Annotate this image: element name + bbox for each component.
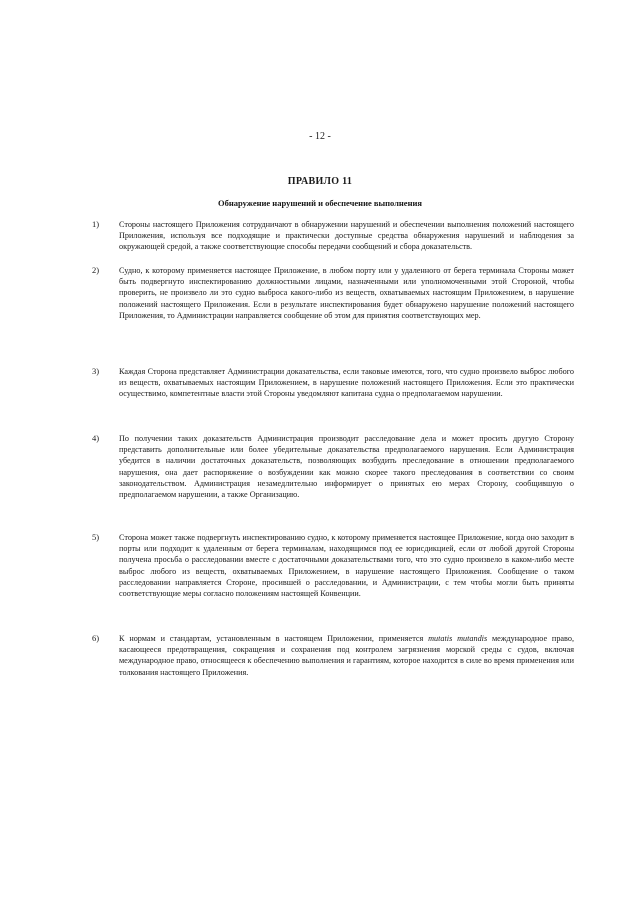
rule-title: ПРАВИЛО 11 xyxy=(287,176,353,187)
paragraph-text: Сторона может также подвергнуть инспектированию судно, к которому применяется настоящее Приложение, когда оно заходит в порты или подходит к удаленным от берега терминалам, находящимся под ее юрисдикцией, если от любой другой Стороны получена просьба о расследовании вместе с достаточными доказательствами того, что это судно произвело в каком-либо месте выброс любого из веществ, охватываемых Приложением, в нарушение настоящего Приложения. Сообщение о таком расследовании направляется Стороне, просившей о расследовании, и Администрации, с тем чтобы могли быть приняты соответствующие меры согласно положениям настоящей Конвенции. xyxy=(119,533,574,599)
paragraph-text: Стороны настоящего Приложения сотрудничают в обнаружении нарушений и обеспечении выполнения положений настоящего Приложения, используя все подходящие и практически доступные средства обнаружения нарушений и наблюдения за окружающей средой, а также соответствующие способы передачи сообщений и сбора доказательств. xyxy=(119,220,574,252)
page-number: - 12 - xyxy=(309,131,331,142)
paragraph-number: 1) xyxy=(92,219,100,229)
paragraph-text-start: К нормам и стандартам, установленным в настоящем Приложении, применяется xyxy=(119,634,429,643)
paragraph-text-end: международное право, касающееся предотвращения, сокращения и сохранения под контролем загрязнения морской среды с судов, включая международное право, относящееся к обеспечению выполнения и гарантиям, которое находится в силе во время применения или толкования настоящего Приложения. xyxy=(119,634,574,677)
paragraph-number: 5) xyxy=(92,532,100,542)
paragraph-number: 2) xyxy=(92,265,100,275)
paragraph-text: По получении таких доказательств Администрация производит расследование дела и может просить другую Сторону представить дополнительные или более убедительные доказательства предполагаемого нарушения. Если Администрация убедится в наличии достаточных доказательств, позволяющих возбудить преследование в отношении предполагаемого нарушения, она дает распоряжение о возбуждении как можно скорее такого преследования в соответствии со своим законодательством. Администрация незамедлительно информирует о принятых ею мерах Сторону, сообщившую о предполагаемом нарушении, а также Организацию. xyxy=(119,434,574,500)
rule-subtitle: Обнаружение нарушений и обеспечение выполнения xyxy=(218,198,422,208)
paragraph-text: Каждая Сторона представляет Администрации доказательства, если таковые имеются, того, что судно произвело выброс любого из веществ, охватываемых настоящим Приложением, в нарушение положений настоящего Приложения. Если это практически осуществимо, компетентные власти этой Стороны уведомляют капитана судна о предполагаемом нарушении. xyxy=(119,367,574,399)
paragraph-number: 4) xyxy=(92,433,100,443)
paragraph-text: Судно, к которому применяется настоящее Приложение, в любом порту или у удаленного от берега терминала Стороны может быть подвергнуто инспектированию должностными лицами, назначенными или уполномоченными этой Стороной, чтобы проверить, не произвело ли это судно выброса какого-либо из веществ, охватываемых настоящим Приложением, в нарушение положений настоящего Приложения. Если в результате инспектирования будет обнаружено нарушение положений настоящего Приложения, то Администрации направляется сообщение об этом для принятия соответствующих мер. xyxy=(119,266,574,320)
latin-phrase: mutatis mutandis xyxy=(428,634,488,643)
paragraph-text xyxy=(119,633,574,678)
paragraph-number: 6) xyxy=(92,633,100,643)
paragraph-number: 3) xyxy=(92,366,100,376)
